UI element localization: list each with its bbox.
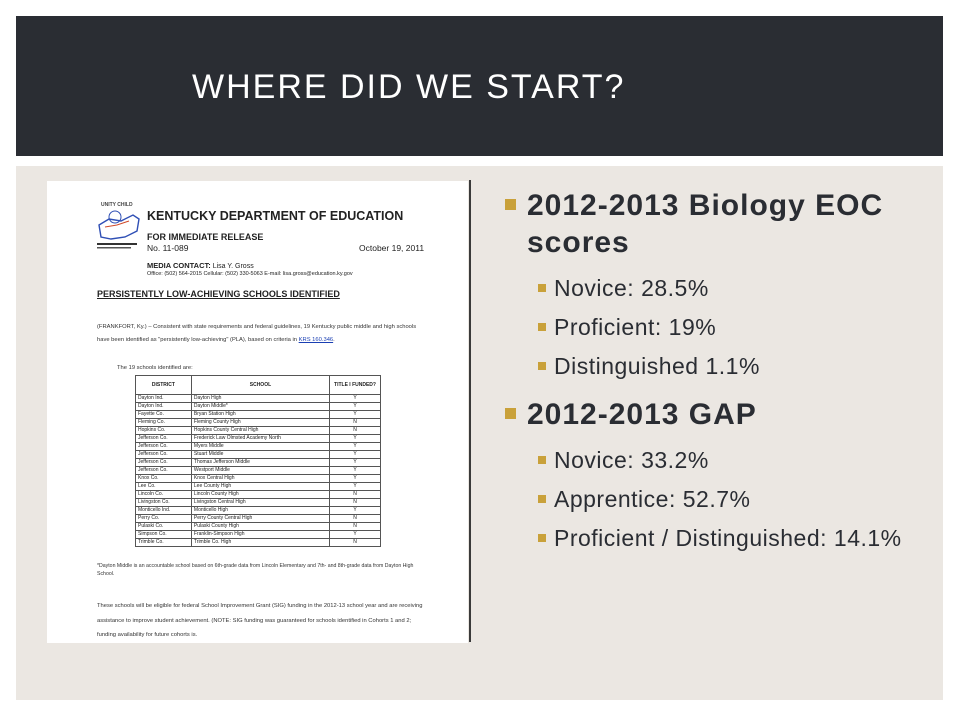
table-row (136, 451, 381, 459)
table-row (136, 411, 381, 419)
bullet-item (505, 523, 905, 554)
district-cell: Jefferson Co. (136, 467, 192, 475)
district-cell: Livingston Co. (136, 499, 192, 507)
bullet-item (505, 351, 905, 382)
school-cell: Lincoln County High (191, 491, 329, 499)
table-row (136, 467, 381, 475)
agency-name: KENTUCKY DEPARTMENT OF EDUCATION (147, 209, 404, 223)
title-funded-cell: Y (330, 459, 381, 467)
title-funded-cell: N (330, 523, 381, 531)
title-funded-cell: N (330, 539, 381, 547)
square-bullet-icon (538, 534, 546, 542)
school-cell: Dayton Middle* (191, 403, 329, 411)
table-row (136, 507, 381, 515)
krs-link[interactable]: KRS 160.346 (298, 336, 334, 343)
bullet-item-text: Apprentice: 52.7% (554, 486, 751, 512)
square-bullet-icon (538, 456, 546, 464)
table-row (136, 459, 381, 467)
school-cell: Fleming County High (191, 419, 329, 427)
title-funded-cell: Y (330, 531, 381, 539)
bullet-heading (505, 187, 905, 261)
district-cell: Hopkins Co. (136, 427, 192, 435)
district-cell: Fleming Co. (136, 419, 192, 427)
table-row (136, 419, 381, 427)
table-row (136, 531, 381, 539)
bullet-item-text: Distinguished 1.1% (554, 353, 760, 379)
district-cell: Jefferson Co. (136, 435, 192, 443)
district-cell: Trimble Co. (136, 539, 192, 547)
press-release-document (47, 181, 468, 643)
logo-caption: UNITY CHILD (101, 202, 133, 208)
district-cell: Dayton Ind. (136, 395, 192, 403)
title-funded-cell: Y (330, 411, 381, 419)
title-funded-cell: Y (330, 395, 381, 403)
district-cell: Pulaski Co. (136, 523, 192, 531)
table-row (136, 523, 381, 531)
column-header-district: DISTRICT (136, 376, 192, 395)
release-type: FOR IMMEDIATE RELEASE (147, 232, 264, 242)
district-cell: Dayton Ind. (136, 403, 192, 411)
table-row (136, 443, 381, 451)
title-funded-cell: N (330, 419, 381, 427)
bullet-heading-text: 2012-2013 GAP (527, 398, 757, 431)
media-contact-label: MEDIA CONTACT: (147, 261, 211, 270)
title-funded-cell: Y (330, 467, 381, 475)
school-cell: Monticello High (191, 507, 329, 515)
school-cell: Perry County Central High (191, 515, 329, 523)
table-row (136, 499, 381, 507)
bullet-item-text: Novice: 28.5% (554, 275, 709, 301)
release-date: October 19, 2011 (359, 243, 425, 253)
bullet-item (505, 312, 905, 343)
title-funded-cell: Y (330, 483, 381, 491)
bullet-item (505, 484, 905, 515)
table-row (136, 515, 381, 523)
school-cell: Westport Middle (191, 467, 329, 475)
title-funded-cell: N (330, 515, 381, 523)
kentucky-map-logo-icon (95, 203, 143, 253)
table-row (136, 491, 381, 499)
district-cell: Jefferson Co. (136, 459, 192, 467)
school-cell: Dayton High (191, 395, 329, 403)
square-bullet-icon (538, 284, 546, 292)
title-funded-cell: N (330, 499, 381, 507)
title-funded-cell: Y (330, 403, 381, 411)
bullet-heading-text: 2012-2013 Biology EOC scores (527, 189, 884, 259)
title-separator (16, 156, 943, 166)
table-row (136, 403, 381, 411)
release-paragraph: (FRANKFORT, Ky.) – Consistent with state requirements and federal guidelines, 19 Kentucky public middle and high schools have been identified as "persistently low-achieving" (PLA), based on criteria in KRS 160.346. (97, 324, 417, 343)
table-row (136, 475, 381, 483)
school-cell: Lee County High (191, 483, 329, 491)
square-bullet-icon (538, 495, 546, 503)
release-paragraph-2: These schools will be eligible for federal School Improvement Grant (SIG) funding in the 2012-13 school year and are receiving assistance to improve student achievement. (NOTE: SIG funding was guaranteed for schools identified in Cohorts 1 and 2; funding availability for future cohorts is. (97, 603, 423, 638)
school-cell: Frederick Law Olmsted Academy North (191, 435, 329, 443)
district-cell: Lee Co. (136, 483, 192, 491)
school-cell: Franklin-Simpson High (191, 531, 329, 539)
title-funded-cell: Y (330, 451, 381, 459)
table-row (136, 539, 381, 547)
bullet-item-text: Proficient: 19% (554, 314, 717, 340)
district-cell: Simpson Co. (136, 531, 192, 539)
square-bullet-icon (538, 323, 546, 331)
bullet-item-text: Proficient / Distinguished: 14.1% (554, 525, 902, 551)
district-cell: Jefferson Co. (136, 443, 192, 451)
school-cell: Trimble Co. High (191, 539, 329, 547)
square-bullet-icon (538, 362, 546, 370)
district-cell: Monticello Ind. (136, 507, 192, 515)
school-cell: Myers Middle (191, 443, 329, 451)
paragraph-text: (FRANKFORT, Ky.) – Consistent with state requirements and federal guidelines, 19 Kentucky public middle and high schools have been identified as "persistently low-achieving" (PLA), based on criteria in (97, 324, 417, 343)
vertical-divider (469, 180, 471, 642)
media-contact (147, 261, 254, 270)
title-funded-cell: N (330, 491, 381, 499)
school-cell: Thomas Jefferson Middle (191, 459, 329, 467)
schools-intro: The 19 schools identified are: (117, 365, 193, 371)
district-cell: Jefferson Co. (136, 451, 192, 459)
table-header-row (136, 376, 381, 395)
contact-details: Office: (502) 564-2015 Cellular: (502) 330-5063 E-mail: lisa.gross@education.ky.gov (147, 271, 353, 277)
title-funded-cell: N (330, 427, 381, 435)
title-funded-cell: Y (330, 475, 381, 483)
bullet-list (505, 187, 905, 562)
bullet-item (505, 273, 905, 304)
district-cell: Perry Co. (136, 515, 192, 523)
table-row (136, 483, 381, 491)
bullet-item-text: Novice: 33.2% (554, 447, 709, 473)
district-cell: Lincoln Co. (136, 491, 192, 499)
square-bullet-icon (505, 408, 516, 419)
bullet-heading (505, 396, 905, 433)
slide-title: WHERE DID WE START? (192, 68, 626, 106)
title-funded-cell: Y (330, 443, 381, 451)
title-funded-cell: Y (330, 507, 381, 515)
table-row (136, 435, 381, 443)
table-footnote: *Dayton Middle is an accountable school based on 6th-grade data from Lincoln Elementary and 7th- and 8th-grade data from Dayton High School. (97, 563, 414, 577)
square-bullet-icon (505, 199, 516, 210)
column-header-title-funded: TITLE I FUNDED? (330, 376, 381, 395)
title-funded-cell: Y (330, 435, 381, 443)
school-cell: Hopkins County Central High (191, 427, 329, 435)
release-headline: PERSISTENTLY LOW-ACHIEVING SCHOOLS IDENTIFIED (97, 289, 340, 299)
school-cell: Stuart Middle (191, 451, 329, 459)
media-contact-name: Lisa Y. Gross (212, 263, 254, 270)
school-cell: Livingston Central High (191, 499, 329, 507)
school-cell: Knox Central High (191, 475, 329, 483)
column-header-school: SCHOOL (191, 376, 329, 395)
schools-table (135, 375, 381, 547)
school-cell: Pulaski County High (191, 523, 329, 531)
table-row (136, 395, 381, 403)
bullet-item (505, 445, 905, 476)
release-number: No. 11-089 (147, 243, 189, 253)
district-cell: Fayette Co. (136, 411, 192, 419)
table-row (136, 427, 381, 435)
school-cell: Bryan Station High (191, 411, 329, 419)
district-cell: Knox Co. (136, 475, 192, 483)
